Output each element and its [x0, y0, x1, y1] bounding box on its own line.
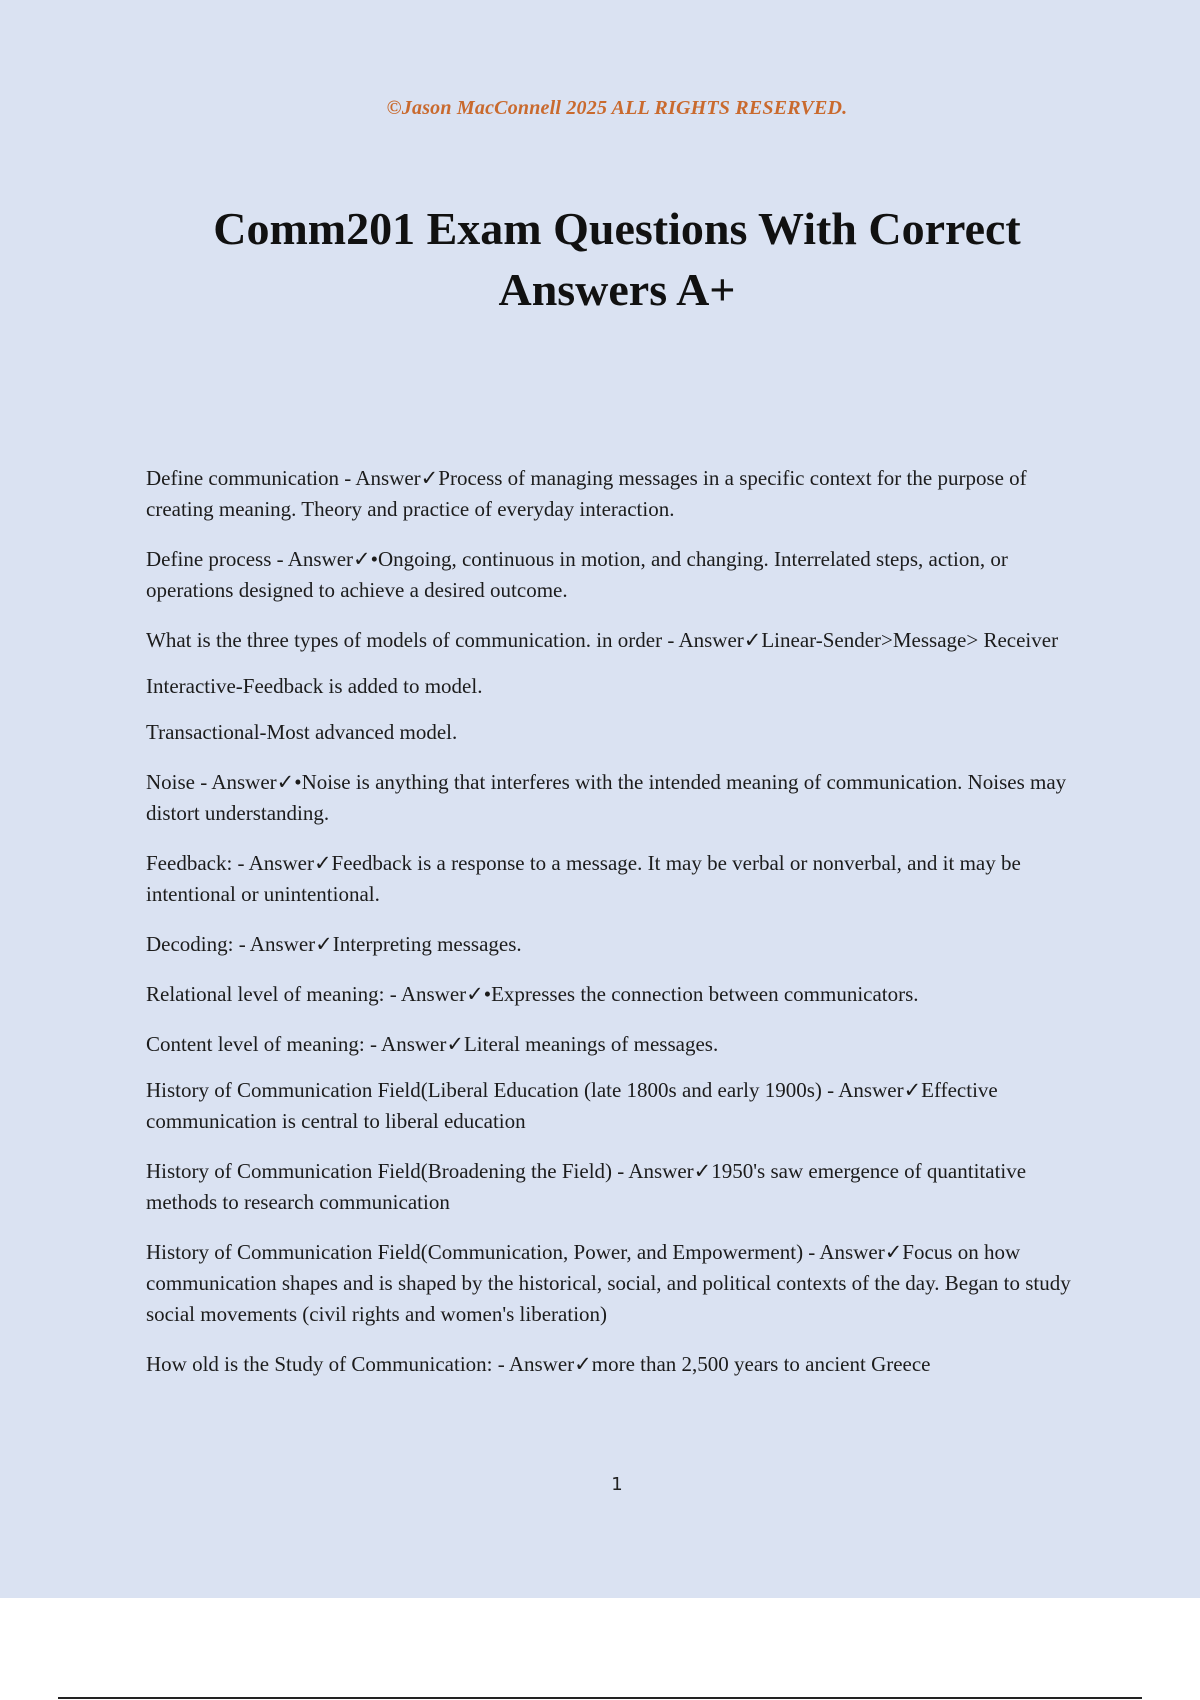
qa-entry-noise: Noise - Answer✓•Noise is anything that interferes with the intended meaning of communication. Noises may distort understanding. — [146, 770, 1067, 825]
page-title — [0, 198, 1200, 320]
page-title-line-1: Comm201 Exam Questions With Correct — [213, 203, 1021, 254]
qa-entry-history-power-empowerment: History of Communication Field(Communication, Power, and Empowerment) - Answer✓Focus on how communication shapes and is shaped by the historical, social, and political contexts of the day. Began to study social movements (civil rights and women's liberation) — [146, 1240, 1071, 1326]
qa-entry-relational-level: Relational level of meaning: - Answer✓•Expresses the connection between communicators. — [146, 982, 919, 1006]
page-number: 1 — [611, 1474, 623, 1495]
qa-entry-interactive-model: Interactive-Feedback is added to model. — [146, 674, 483, 698]
qa-entry-content-level: Content level of meaning: - Answer✓Literal meanings of messages. — [146, 1032, 719, 1056]
qa-entry-transactional-model: Transactional-Most advanced model. — [146, 720, 458, 744]
bottom-divider — [58, 1697, 1142, 1699]
qa-entry-history-broadening-field: History of Communication Field(Broadening the Field) - Answer✓1950's saw emergence of quantitative methods to research communication — [146, 1159, 1027, 1214]
question-answer-list — [146, 463, 1096, 1399]
qa-entry-study-age: How old is the Study of Communication: - Answer✓more than 2,500 years to ancient Greece — [146, 1352, 931, 1376]
page-title-line-2: Answers A+ — [498, 264, 736, 315]
qa-entry-define-communication: Define communication - Answer✓Process of managing messages in a specific context for the purpose of creating meaning. Theory and practice of everyday interaction. — [146, 466, 1027, 521]
copyright-notice: ©Jason MacConnell 2025 ALL RIGHTS RESERVED. — [386, 97, 848, 119]
qa-entry-define-process: Define process - Answer✓•Ongoing, continuous in motion, and changing. Interrelated steps, action, or operations designed to achieve a desired outcome. — [146, 547, 1008, 602]
qa-entry-history-liberal-education: History of Communication Field(Liberal Education (late 1800s and early 1900s) - Answer✓Effective communication is central to liberal education — [146, 1078, 998, 1133]
qa-entry-decoding: Decoding: - Answer✓Interpreting messages. — [146, 932, 522, 956]
qa-entry-feedback: Feedback: - Answer✓Feedback is a response to a message. It may be verbal or nonverbal, and it may be intentional or unintentional. — [146, 851, 1021, 906]
qa-entry-models-of-communication: What is the three types of models of communication. in order - Answer✓Linear-Sender>Message> Receiver — [146, 628, 1059, 652]
